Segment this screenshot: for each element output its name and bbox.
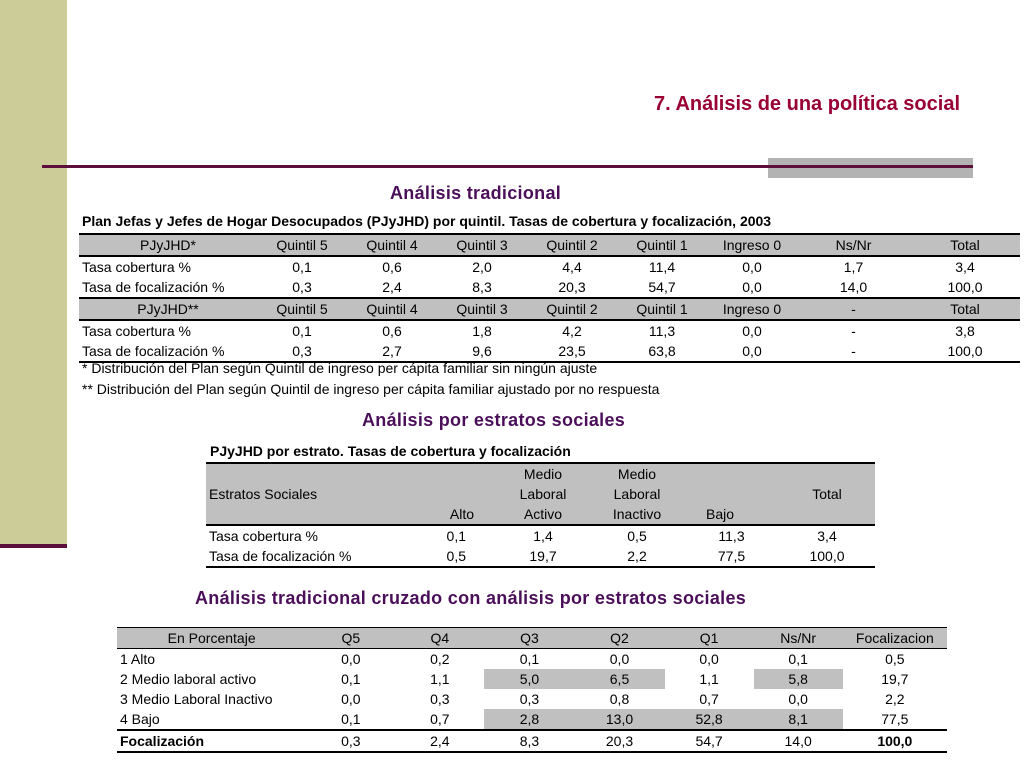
cell: - bbox=[797, 341, 910, 362]
table-row bbox=[206, 546, 875, 567]
cell-highlighted: 8,1 bbox=[754, 709, 843, 730]
cell: 4,2 bbox=[562, 323, 582, 339]
table-caption-strata: PJyJHD por estrato. Tasas de cobertura y focalización bbox=[210, 443, 571, 459]
cell: 0,0 bbox=[742, 259, 762, 275]
cell: 2,4 bbox=[382, 279, 402, 295]
cell: 0,3 bbox=[430, 691, 450, 707]
table-row bbox=[79, 320, 1020, 341]
header-cell: Inactivo bbox=[590, 504, 684, 525]
cell: 0,0 bbox=[341, 691, 361, 707]
cell: 0,8 bbox=[609, 691, 630, 707]
header-cell: Q3 bbox=[484, 628, 574, 649]
cell: 19,7 bbox=[881, 671, 909, 687]
cell: 20,3 bbox=[558, 279, 586, 295]
header-cell: Focalizacion bbox=[843, 628, 947, 649]
cell: 2,0 bbox=[472, 259, 492, 275]
header-cell-empty bbox=[401, 463, 496, 484]
section-title-traditional: Análisis tradicional bbox=[390, 183, 562, 203]
table-row bbox=[117, 689, 947, 709]
header-cell: Ns/Nr bbox=[754, 628, 843, 649]
table-row bbox=[117, 709, 947, 730]
slide-title: 7. Análisis de una política social bbox=[653, 93, 960, 115]
table-row bbox=[79, 277, 1020, 298]
cell: 63,8 bbox=[617, 341, 707, 362]
header-cell: Ingreso 0 bbox=[707, 298, 797, 320]
cell: 0,5 bbox=[885, 651, 905, 667]
header-cell: Quintil 2 bbox=[527, 234, 617, 256]
header-cell: Quintil 4 bbox=[347, 298, 437, 320]
cell: 20,3 bbox=[574, 730, 664, 752]
cell: 9,6 bbox=[437, 341, 527, 362]
header-cell: Medio bbox=[496, 463, 590, 484]
cell: 0,3 bbox=[306, 730, 395, 752]
header-cell: Laboral bbox=[590, 484, 684, 504]
cell: 4,4 bbox=[562, 259, 582, 275]
left-decor-bar bbox=[0, 0, 67, 545]
table-row bbox=[117, 649, 947, 670]
header-cell-empty bbox=[401, 484, 496, 504]
cell: 11,3 bbox=[648, 323, 676, 339]
cell: 0,3 bbox=[292, 279, 312, 295]
header-cell: Medio bbox=[590, 463, 684, 484]
cell: 100,0 bbox=[779, 546, 875, 567]
cell-highlighted: 2,8 bbox=[484, 709, 574, 730]
cell: 3,4 bbox=[817, 528, 837, 544]
table-strata bbox=[206, 462, 875, 568]
table-row bbox=[206, 525, 875, 546]
cell: 23,5 bbox=[527, 341, 617, 362]
cell: 100,0 bbox=[947, 279, 983, 295]
header-cell: Total bbox=[779, 463, 875, 525]
table-row bbox=[117, 669, 947, 689]
title-divider-line bbox=[42, 165, 768, 168]
cell: 11,4 bbox=[648, 259, 676, 275]
cell: 77,5 bbox=[684, 546, 779, 567]
row-label: 3 Medio Laboral Inactivo bbox=[120, 691, 273, 707]
table-row bbox=[79, 256, 1020, 277]
cell: 0,6 bbox=[382, 323, 402, 339]
cell: 8,3 bbox=[472, 279, 492, 295]
cell: 0,1 bbox=[519, 651, 540, 667]
header-cell: En Porcentaje bbox=[117, 628, 306, 649]
table-caption-quintil: Plan Jefas y Jefes de Hogar Desocupados (PJyJHD) por quintil. Tasas de cobertura y focalización, 2003 bbox=[82, 213, 772, 229]
header-cell-empty bbox=[684, 463, 779, 484]
header-cell: Quintil 4 bbox=[347, 234, 437, 256]
row-label: Tasa de focalización % bbox=[82, 279, 225, 295]
header-cell: Alto bbox=[401, 504, 496, 525]
cell: 0,1 bbox=[446, 528, 466, 544]
cell: 3,4 bbox=[955, 259, 975, 275]
cell: 1,7 bbox=[843, 259, 864, 275]
section-title-strata: Análisis por estratos sociales bbox=[362, 410, 626, 430]
title-divider-block bbox=[768, 158, 973, 178]
header-cell: PJyJHD** bbox=[79, 298, 257, 320]
cell-highlighted: 5,0 bbox=[484, 669, 574, 689]
cell: 11,3 bbox=[718, 528, 745, 544]
cell: 77,5 bbox=[881, 711, 909, 727]
row-label: Tasa cobertura % bbox=[82, 323, 191, 339]
table-total-row bbox=[117, 730, 947, 752]
cell: - bbox=[851, 323, 856, 339]
cell: 0,0 bbox=[341, 651, 361, 667]
header-cell: Quintil 3 bbox=[437, 298, 527, 320]
cell: 1,8 bbox=[472, 323, 492, 339]
row-label: Tasa de focalización % bbox=[206, 546, 401, 567]
cell-highlighted: 52,8 bbox=[665, 709, 754, 730]
cell: 0,1 bbox=[292, 259, 312, 275]
cell: 0,0 bbox=[742, 279, 762, 295]
cell: 0,0 bbox=[699, 651, 719, 667]
header-cell: Quintil 3 bbox=[437, 234, 527, 256]
cell: 1,4 bbox=[533, 528, 553, 544]
cell: 0,1 bbox=[788, 651, 808, 667]
header-cell: Quintil 2 bbox=[527, 298, 617, 320]
cell: 0,3 bbox=[519, 691, 540, 707]
header-cell: Q5 bbox=[306, 628, 395, 649]
cell-highlighted: 13,0 bbox=[574, 709, 664, 730]
header-cell: Ns/Nr bbox=[797, 234, 910, 256]
row-label: 4 Bajo bbox=[120, 711, 160, 727]
cell: 0,0 bbox=[707, 341, 797, 362]
cell: 0,7 bbox=[430, 711, 450, 727]
header-cell: Quintil 1 bbox=[617, 234, 707, 256]
cell: 0,0 bbox=[788, 691, 808, 707]
cell: 0,1 bbox=[341, 711, 361, 727]
cell: 0,0 bbox=[609, 651, 630, 667]
cell: 2,4 bbox=[395, 730, 484, 752]
cell: 0,0 bbox=[742, 323, 762, 339]
header-cell: Ingreso 0 bbox=[707, 234, 797, 256]
cell: 0,1 bbox=[292, 323, 312, 339]
cell: 54,7 bbox=[665, 730, 754, 752]
cell-highlighted: 5,8 bbox=[754, 669, 843, 689]
header-cell: - bbox=[797, 298, 910, 320]
cell: 14,0 bbox=[754, 730, 843, 752]
cell: 2,7 bbox=[347, 341, 437, 362]
cell: 2,2 bbox=[590, 546, 684, 567]
row-label: Focalización bbox=[117, 730, 306, 752]
header-cell: Bajo bbox=[684, 504, 779, 525]
cell: 1,1 bbox=[699, 671, 719, 687]
table-header-row bbox=[117, 628, 947, 649]
cell: 0,1 bbox=[341, 671, 361, 687]
cell: 0,3 bbox=[257, 341, 347, 362]
row-label: Tasa de focalización % bbox=[79, 341, 257, 362]
header-cell: Quintil 1 bbox=[617, 298, 707, 320]
table-header-row bbox=[79, 298, 1020, 320]
header-cell: Total bbox=[910, 298, 1020, 320]
footnote-2: ** Distribución del Plan según Quintil de ingreso per cápita familiar ajustado por no respuesta bbox=[82, 381, 660, 397]
cell: 19,7 bbox=[496, 546, 590, 567]
header-cell: Q2 bbox=[574, 628, 664, 649]
cell: 100,0 bbox=[843, 730, 947, 752]
cell: 100,0 bbox=[910, 341, 1020, 362]
cell: 1,1 bbox=[430, 671, 450, 687]
cell: 54,7 bbox=[648, 279, 676, 295]
header-cell: Laboral bbox=[496, 484, 590, 504]
section-title-cross: Análisis tradicional cruzado con análisis por estratos sociales bbox=[195, 588, 747, 608]
row-label: Tasa cobertura % bbox=[82, 259, 191, 275]
header-cell: PJyJHD* bbox=[79, 234, 257, 256]
cell-highlighted: 6,5 bbox=[574, 669, 664, 689]
table-row bbox=[79, 341, 1020, 362]
cell: 2,2 bbox=[885, 691, 905, 707]
header-cell: Q4 bbox=[395, 628, 484, 649]
cell: 0,6 bbox=[382, 259, 402, 275]
table-header-row bbox=[79, 234, 1020, 256]
cell: 3,8 bbox=[955, 323, 975, 339]
table-cross bbox=[117, 627, 947, 753]
cell: 0,2 bbox=[430, 651, 450, 667]
header-cell: Quintil 5 bbox=[257, 234, 347, 256]
row-label: 2 Medio laboral activo bbox=[120, 671, 257, 687]
header-cell: Quintil 5 bbox=[257, 298, 347, 320]
table-header-row bbox=[206, 463, 875, 484]
header-cell-empty bbox=[684, 484, 779, 504]
cell: 14,0 bbox=[839, 279, 868, 295]
header-cell: Activo bbox=[496, 504, 590, 525]
cell: 0,5 bbox=[627, 528, 647, 544]
row-label: 1 Alto bbox=[120, 651, 156, 667]
footnote-1: * Distribución del Plan según Quintil de ingreso per cápita familiar sin ningún ajuste bbox=[82, 360, 598, 376]
row-label: Tasa cobertura % bbox=[209, 528, 318, 544]
header-cell: Q1 bbox=[665, 628, 754, 649]
header-cell: Estratos Sociales bbox=[206, 463, 401, 525]
cell: 0,7 bbox=[699, 691, 719, 707]
cell: 8,3 bbox=[484, 730, 574, 752]
cell: 0,5 bbox=[401, 546, 496, 567]
header-cell: Total bbox=[910, 234, 1020, 256]
left-decor-line bbox=[0, 544, 67, 548]
table-quintil bbox=[79, 233, 1020, 363]
